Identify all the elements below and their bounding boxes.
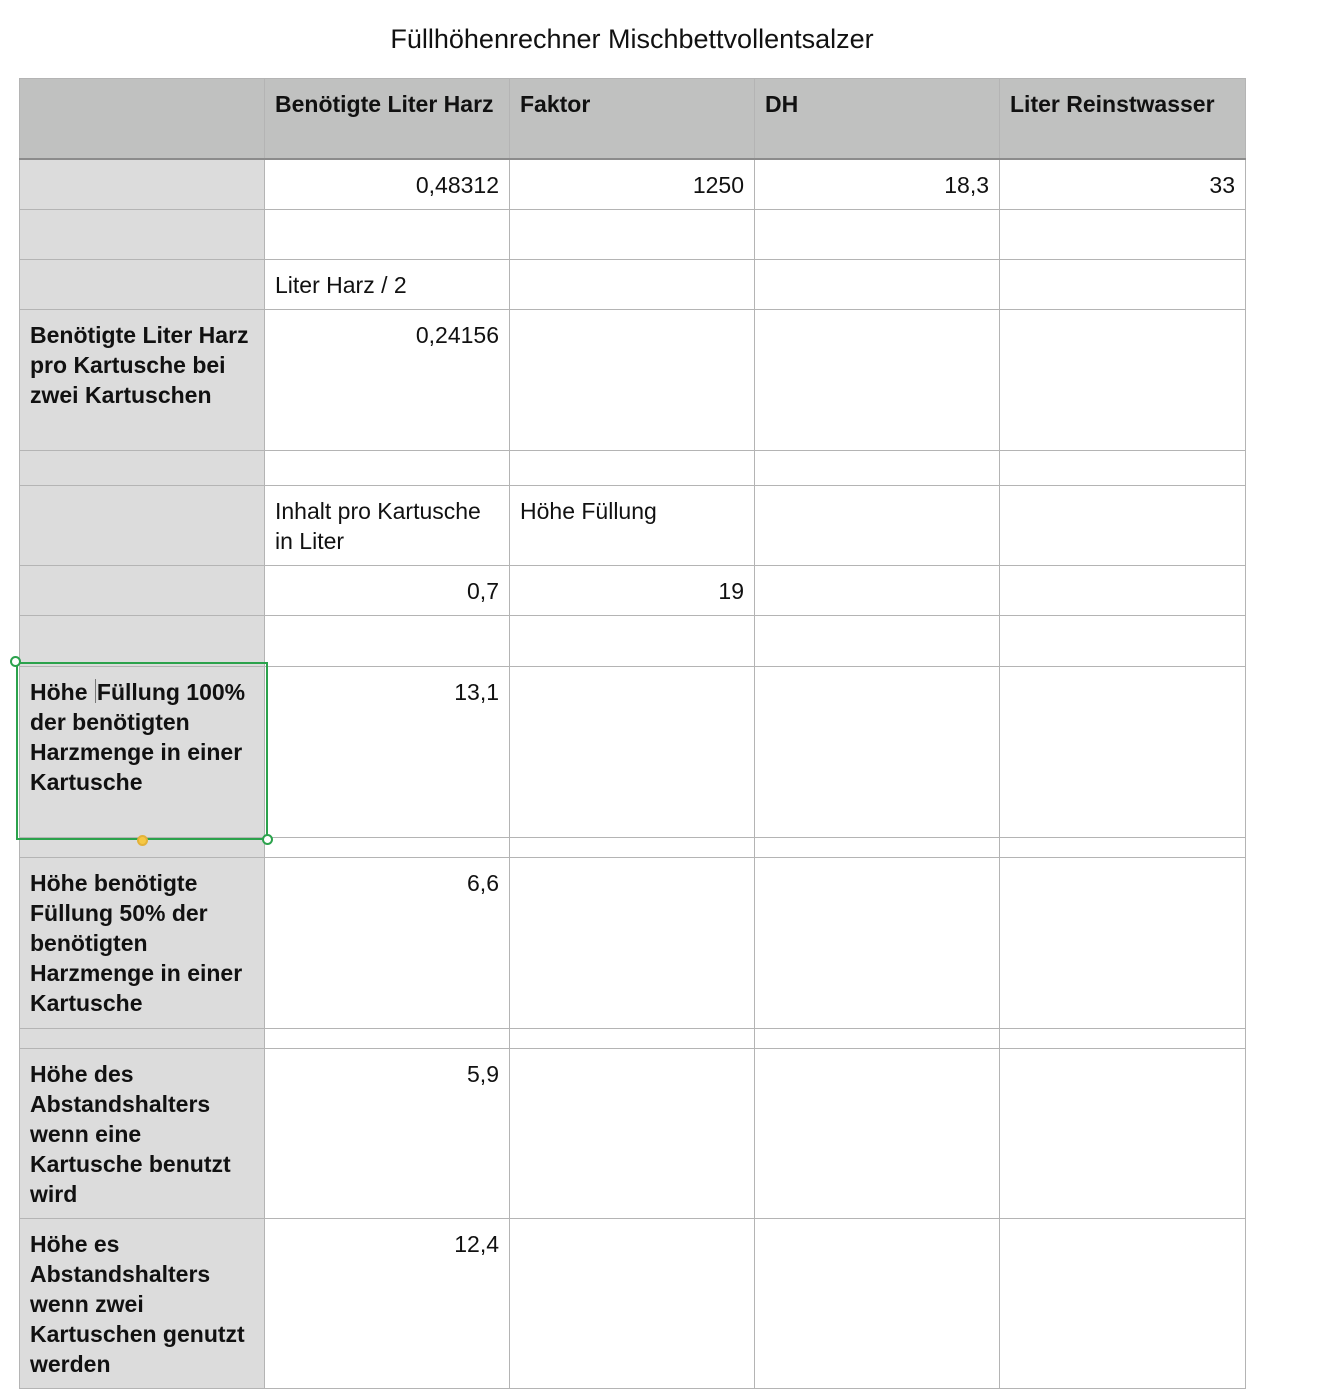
table-row [20,260,1246,310]
table-cell[interactable] [1000,616,1246,667]
table-cell[interactable] [510,1029,755,1049]
cell-hoehe-fuellung-label[interactable]: Höhe Füllung [510,486,755,566]
header-cell-liter-reinstwasser[interactable]: Liter Reinstwasser [1000,79,1246,159]
table-row [20,159,1246,210]
header-cell-dh[interactable]: DH [755,79,1000,159]
table-row [20,667,1246,838]
table-cell[interactable] [510,858,755,1029]
calculator-table [19,78,1246,1389]
table-cell[interactable] [510,616,755,667]
autofill-handle[interactable] [137,835,148,846]
table-cell[interactable] [265,616,510,667]
row-header-cell[interactable] [20,159,265,210]
table-cell[interactable] [755,667,1000,838]
table-row [20,838,1246,858]
row-header-text-part: Füllung 100% der benötigten Harzmenge in einer Kartusche [30,679,246,795]
cell-liter-harz-value[interactable]: 0,48312 [265,159,510,210]
table-cell[interactable] [1000,838,1246,858]
row-header-cell[interactable] [20,616,265,667]
cell-hoehe-fuellung-50-value[interactable]: 6,6 [265,858,510,1029]
table-row [20,616,1246,667]
table-cell[interactable] [1000,260,1246,310]
table-cell[interactable] [510,1049,755,1219]
table-row [20,566,1246,616]
cell-liter-harz-half-label[interactable]: Liter Harz / 2 [265,260,510,310]
row-header-cell[interactable] [20,1029,265,1049]
table-cell[interactable] [1000,667,1246,838]
table-cell[interactable] [510,310,755,451]
text-cursor [95,679,96,703]
table-cell[interactable] [1000,1029,1246,1049]
table-cell[interactable] [510,667,755,838]
header-cell-benoetigte-liter-harz[interactable]: Benötigte Liter Harz [265,79,510,159]
table-cell[interactable] [1000,486,1246,566]
table-cell[interactable] [1000,1049,1246,1219]
table-row [20,1049,1246,1219]
table-cell[interactable] [755,210,1000,260]
table-row [20,210,1246,260]
selection-handle-bottom-right[interactable] [262,834,273,845]
cell-dh-value[interactable]: 18,3 [755,159,1000,210]
selection-handle-top-left[interactable] [10,656,21,667]
table-cell[interactable] [265,1029,510,1049]
table-row [20,310,1246,451]
cell-hoehe-fuellung-value[interactable]: 19 [510,566,755,616]
sheet-title[interactable]: Füllhöhenrechner Mischbettvollentsalzer [390,24,874,54]
cell-liter-pro-kartusche-value[interactable]: 0,24156 [265,310,510,451]
header-cell-corner[interactable] [20,79,265,159]
row-header-liter-pro-kartusche[interactable]: Benötigte Liter Harz pro Kartusche bei zwei Kartuschen [20,310,265,451]
table-row [20,451,1246,486]
table-cell[interactable] [1000,451,1246,486]
row-header-hoehe-fuellung-100[interactable] [20,667,265,838]
table-cell[interactable] [265,210,510,260]
header-cell-faktor[interactable]: Faktor [510,79,755,159]
table-cell[interactable] [510,838,755,858]
table-cell[interactable] [1000,566,1246,616]
table-cell[interactable] [1000,210,1246,260]
row-header-cell[interactable] [20,260,265,310]
cell-abstandshalter-eine-kartusche-value[interactable]: 5,9 [265,1049,510,1219]
row-header-abstandshalter-eine-kartusche[interactable]: Höhe des Abstandshalters wenn eine Kartusche benutzt wird [20,1049,265,1219]
table-cell[interactable] [755,838,1000,858]
table-cell[interactable] [265,838,510,858]
table-cell[interactable] [755,858,1000,1029]
cell-hoehe-fuellung-100-value[interactable]: 13,1 [265,667,510,838]
table-cell[interactable] [755,260,1000,310]
row-header-hoehe-fuellung-50[interactable]: Höhe benötigte Füllung 50% der benötigten Harzmenge in einer Kartusche [20,858,265,1029]
table-cell[interactable] [755,566,1000,616]
table-cell[interactable] [755,616,1000,667]
table-cell[interactable] [755,451,1000,486]
row-header-cell[interactable] [20,210,265,260]
table-cell[interactable] [755,1219,1000,1389]
cell-faktor-value[interactable]: 1250 [510,159,755,210]
table-cell[interactable] [510,1219,755,1389]
table-cell[interactable] [510,260,755,310]
table-cell[interactable] [265,451,510,486]
table-row [20,486,1246,566]
table-row [20,858,1246,1029]
table-cell[interactable] [1000,858,1246,1029]
table-cell[interactable] [755,1029,1000,1049]
header-row [20,79,1246,159]
table-cell[interactable] [1000,310,1246,451]
table-cell[interactable] [755,310,1000,451]
row-header-cell[interactable] [20,486,265,566]
row-header-text-part: Höhe [30,679,88,705]
cell-inhalt-pro-kartusche-value[interactable]: 0,7 [265,566,510,616]
table-cell[interactable] [755,486,1000,566]
table-cell[interactable] [755,1049,1000,1219]
table-row [20,1219,1246,1389]
row-header-cell[interactable] [20,451,265,486]
table-cell[interactable] [510,451,755,486]
cell-liter-reinstwasser-value[interactable]: 33 [1000,159,1246,210]
cell-abstandshalter-zwei-kartuschen-value[interactable]: 12,4 [265,1219,510,1389]
table-cell[interactable] [1000,1219,1246,1389]
row-header-cell[interactable] [20,566,265,616]
table-row [20,1029,1246,1049]
table-cell[interactable] [510,210,755,260]
cell-inhalt-pro-kartusche-label[interactable]: Inhalt pro Kartusche in Liter [265,486,510,566]
row-header-abstandshalter-zwei-kartuschen[interactable]: Höhe es Abstandshalters wenn zwei Kartuschen genutzt werden [20,1219,265,1389]
